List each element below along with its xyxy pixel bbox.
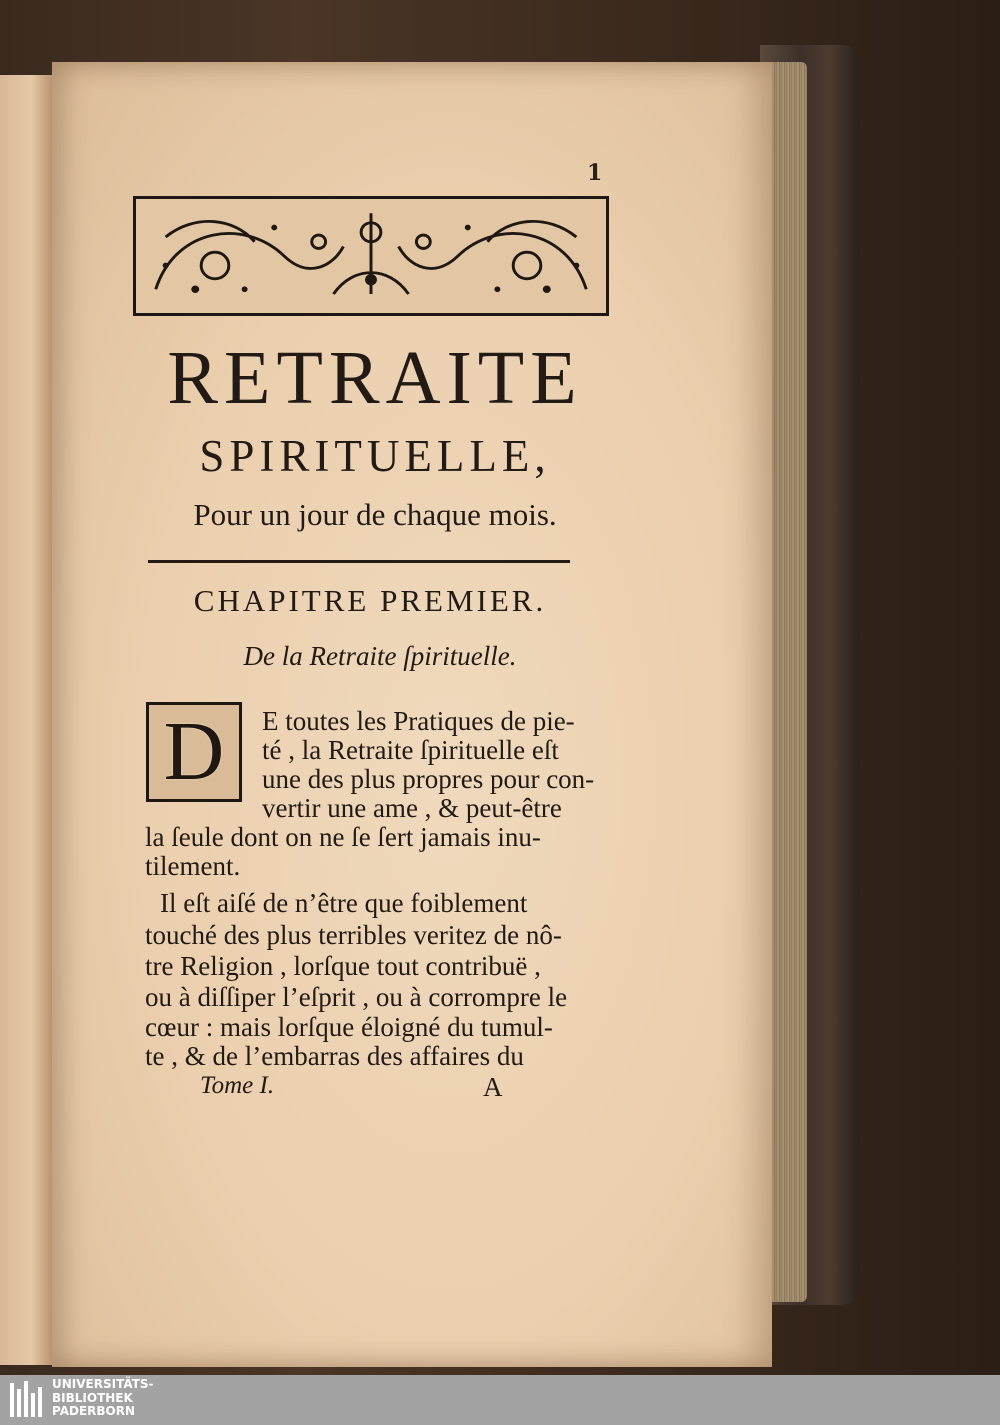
text-line: E toutes les Pratiques de pie- — [262, 706, 575, 736]
horizontal-rule — [148, 560, 570, 563]
book-subtitle: SPIRITUELLE, — [199, 431, 551, 481]
left-page — [0, 75, 54, 1365]
text-line: la ſeule dont on ne ſe ſert jamais inu- — [145, 822, 541, 852]
text-line: Il eſt aiſé de n’être que foiblement — [160, 888, 528, 918]
text-line: une des plus propres pour con- — [262, 764, 595, 794]
text-line: cœur : mais lorſque éloigné du tumul- — [145, 1012, 553, 1042]
gathering-letter: A — [483, 1072, 503, 1102]
page-number: 1 — [587, 160, 603, 186]
institution-line-3: PADERBORN — [52, 1404, 136, 1418]
book-tagline: Pour un jour de chaque mois. — [193, 497, 557, 532]
ornamental-headpiece — [133, 196, 609, 316]
text-line: ou à diſſiper l’eſprit , ou à corrompre le — [145, 982, 568, 1012]
scroll-ornament-icon — [136, 199, 606, 313]
signature-mark: Tome I. — [200, 1072, 275, 1099]
institution-line-2: BIBLIOTHEK — [52, 1390, 133, 1405]
institution-line-1: UNIVERSITÄTS- — [52, 1377, 154, 1391]
drop-cap — [146, 702, 242, 802]
institution-name — [52, 1378, 154, 1419]
drop-cap-letter: D — [163, 705, 225, 798]
text-line: té , la Retraite ſpirituelle eſt — [262, 735, 559, 765]
text-line: vertir une ame , & peut-être — [262, 793, 562, 823]
library-logo-icon — [8, 1379, 44, 1421]
text-line: te , & de l’embarras des affaires du — [145, 1041, 524, 1071]
text-line: touché des plus terribles veritez de nô- — [145, 920, 562, 950]
text-line: tre Religion , lorſque tout contribuë , — [145, 951, 541, 981]
chapter-heading: CHAPITRE PREMIER. — [193, 583, 547, 618]
chapter-subtitle: De la Retraite ſpirituelle. — [243, 641, 517, 671]
book-title: RETRAITE — [167, 336, 583, 420]
text-line: tilement. — [145, 851, 241, 881]
